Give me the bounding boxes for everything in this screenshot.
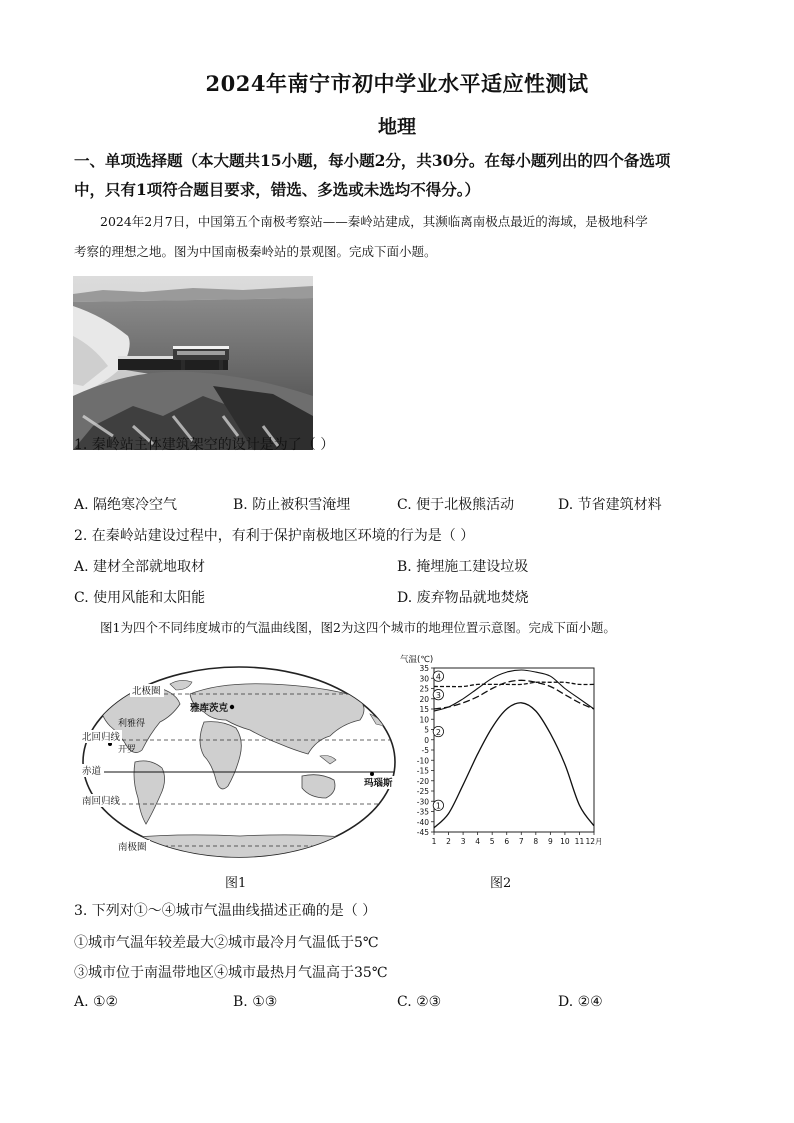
map-label-arctic-circle: 北极圈 — [132, 686, 161, 697]
y-tick-label: -10 — [416, 756, 429, 766]
map-label-tropic-of-cancer: 北回归线 — [82, 732, 121, 743]
figure-1-caption: 图1 — [225, 876, 247, 891]
series-label-3: 3 — [435, 690, 441, 700]
q2-option-d[interactable]: D. 废弃物品就地焚烧 — [397, 590, 529, 606]
y-tick-label: 30 — [419, 674, 429, 684]
series-label-2: 2 — [435, 727, 441, 737]
q3-option-d[interactable]: D. ②④ — [558, 994, 603, 1010]
x-tick-label: 6 — [504, 837, 510, 846]
q1-option-c[interactable]: C. 便于北极熊活动 — [397, 497, 515, 513]
map-label-manaus: 玛瑙斯 — [364, 778, 393, 789]
y-tick-label: -5 — [421, 746, 429, 755]
x-tick-label: 4 — [475, 837, 481, 846]
q2-option-a[interactable]: A. 建材全部就地取材 — [74, 559, 206, 575]
section-heading-line2: 中，只有1项符合题目要求，错选、多选或未选均不得分。） — [74, 180, 481, 199]
world-map-figure — [80, 664, 398, 860]
temperature-chart — [398, 652, 604, 850]
map-label-cairo: 开罗 — [118, 745, 137, 755]
q2-option-c[interactable]: C. 使用风能和太阳能 — [74, 590, 206, 606]
qinling-station-photo — [73, 276, 313, 450]
y-tick-label: -15 — [416, 766, 429, 776]
y-tick-label: 10 — [419, 715, 429, 725]
x-tick-label: 8 — [533, 837, 539, 846]
y-tick-label: 15 — [419, 705, 429, 714]
q2-option-b[interactable]: B. 掩埋施工建设垃圾 — [397, 559, 529, 575]
y-tick-label: 5 — [424, 725, 429, 735]
x-tick-label: 3 — [460, 837, 466, 846]
series-line-1 — [434, 703, 594, 828]
x-tick-label: 5 — [489, 837, 495, 846]
map-label-antarctic-circle: 南极圈 — [118, 842, 147, 853]
y-tick-label: 20 — [419, 694, 429, 704]
q3-option-c[interactable]: C. ②③ — [397, 994, 442, 1010]
y-tick-label: -40 — [416, 817, 429, 827]
intro-paragraph-line2: 考察的理想之地。图为中国南极秦岭站的景观图。完成下面小题。 — [74, 244, 437, 259]
intro-paragraph-2: 图1为四个不同纬度城市的气温曲线图，图2为这四个城市的地理位置示意图。完成下面小题。 — [100, 620, 616, 635]
q1-option-b[interactable]: B. 防止被积雪淹埋 — [233, 497, 351, 513]
map-label-yakutsk: 雅库茨克 — [190, 703, 229, 714]
y-tick-label: -30 — [416, 797, 429, 807]
y-tick-label: 0 — [424, 735, 429, 745]
x-tick-label: 11 — [574, 837, 585, 846]
question-3-statement-2: ③城市位于南温带地区④城市最热月气温高于35℃ — [74, 965, 388, 981]
q3-option-a[interactable]: A. ①② — [74, 994, 119, 1010]
y-tick-label: -45 — [416, 828, 429, 837]
x-tick-label: 1 — [431, 837, 437, 846]
y-tick-label: -25 — [416, 787, 429, 796]
x-tick-label: 9 — [547, 837, 553, 846]
x-tick-label: 7 — [518, 837, 524, 846]
y-axis-label: 气温(℃) — [400, 655, 434, 665]
question-1-stem: 1. 秦岭站主体建筑架空的设计是为了（ ） — [74, 437, 335, 453]
map-label-riyadh: 利雅得 — [118, 719, 146, 729]
y-tick-label: -35 — [416, 807, 429, 817]
map-label-tropic-of-capricorn: 南回归线 — [82, 796, 121, 807]
y-tick-label: 25 — [419, 684, 429, 694]
q1-option-d[interactable]: D. 节省建筑材料 — [558, 497, 662, 513]
series-label-1: 1 — [435, 801, 441, 811]
y-tick-label: -20 — [416, 776, 429, 786]
x-tick-label: 12月 — [585, 837, 603, 846]
map-label-equator: 赤道 — [82, 766, 102, 777]
q3-option-b[interactable]: B. ①③ — [233, 994, 278, 1010]
y-tick-label: 35 — [419, 664, 429, 673]
section-heading-line1: 一、单项选择题（本大题共15小题，每小题2分，共30分。在每小题列出的四个备选项 — [74, 151, 671, 170]
series-line-3 — [434, 682, 594, 686]
intro-paragraph-line1: 2024年2月7日，中国第五个南极考察站——秦岭站建成，其濒临离南极点最近的海域，是极地科学 — [100, 214, 648, 229]
q1-option-a[interactable]: A. 隔绝寒冷空气 — [74, 497, 178, 513]
series-label-4: 4 — [435, 672, 441, 682]
x-tick-label: 10 — [560, 837, 570, 846]
question-2-stem: 2. 在秦岭站建设过程中，有利于保护南极地区环境的行为是（ ） — [74, 528, 475, 544]
x-tick-label: 2 — [446, 837, 451, 846]
page-title: 2024年南宁市初中学业水平适应性测试 — [205, 71, 589, 96]
figure-2-caption: 图2 — [490, 876, 512, 891]
question-3-stem: 3. 下列对①～④城市气温曲线描述正确的是（ ） — [74, 903, 377, 919]
subject-title: 地理 — [377, 116, 416, 138]
question-3-statement-1: ①城市气温年较差最大②城市最冷月气温低于5℃ — [74, 935, 379, 951]
